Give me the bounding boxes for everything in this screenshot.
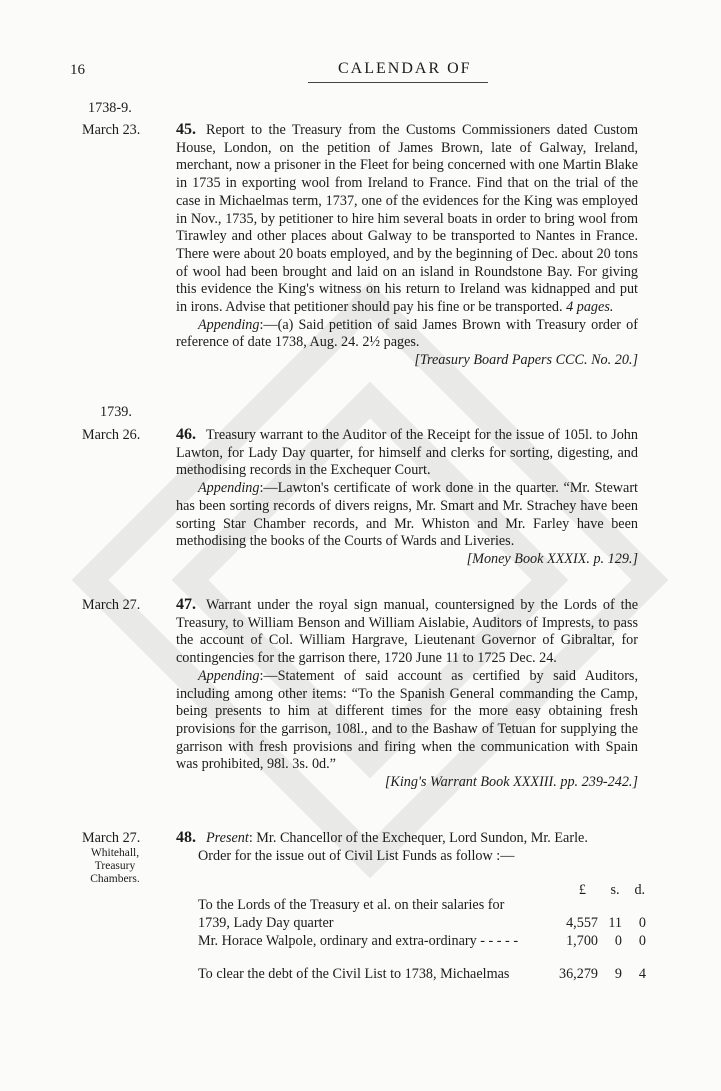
pounds-value: 1,700 — [566, 933, 598, 949]
entry-date: March 27. — [82, 830, 141, 846]
appending-label: Appending — [198, 480, 260, 497]
order-text: Order for the issue out of Civil List Funds as follow :— — [198, 847, 515, 864]
money-row — [198, 897, 646, 932]
entry-number: 45. — [176, 121, 196, 138]
money-row-description: To clear the debt of the Civil List to 1738, Michaelmas — [198, 966, 510, 982]
pence-value: 4 — [638, 966, 646, 982]
entry-number: 46. — [176, 426, 196, 443]
entry-number: 48. — [176, 829, 196, 846]
place-line: Treasury — [94, 860, 136, 872]
present-text: : Mr. Chancellor of the Exchequer, Lord Sundon, Mr. Earle. — [248, 830, 588, 846]
title-rule — [308, 82, 488, 83]
appending-text: :—(a) Said petition of said James Brown with Treasury order of reference of date 1738, Aug. 24. 2½ pages. — [176, 316, 638, 351]
page-number: 16 — [70, 62, 85, 78]
place-line: Whitehall, — [90, 847, 140, 859]
calendar-entry-48 — [176, 829, 638, 865]
source-reference: [Treasury Board Papers CCC. No. 20.] — [414, 352, 638, 369]
calendar-entry-47 — [176, 596, 638, 792]
pounds-value: 4,557 — [566, 914, 598, 931]
year-label: 1738-9. — [88, 100, 132, 116]
appending-text: :—Statement of said account as certified by said Auditors, including among other items: “To the Spanish General commanding the Camp, being presents to him at different times for the more easy obtaining fresh provisions for the garrison, 108l., and to the Bashaw of Tetuan for supplying the garrison with fresh provisions and firing when the communication with Spain was prohibited, 98l. 3s. 0d.” — [176, 667, 638, 773]
year-label: 1739. — [100, 404, 132, 420]
pence-value: 0 — [638, 933, 646, 949]
pence-value: 0 — [638, 914, 646, 931]
shillings-value: 9 — [614, 966, 622, 982]
source-reference: [King's Warrant Book XXXIII. pp. 239-242.] — [384, 774, 638, 791]
pounds-value: 36,279 — [558, 966, 598, 982]
calendar-entry-45 — [176, 121, 638, 370]
place-line: Chambers. — [90, 873, 140, 885]
money-row-description: To the Lords of the Treasury et al. on their salaries for 1739, Lady Day quarter — [198, 897, 505, 931]
pounds-header: £ — [578, 882, 586, 898]
entry-text: Report to the Treasury from the Customs Commissioners dated Custom House, London, on the petition of James Brown, late of Galway, Ireland, merchant, now a prisoner in the Fleet for being concerned with one Martin Blake in 1735 in exporting wool from Ireland to France. Find that on the trial of the case in Michaelmas term, 1737, one of the evidences for the King was employed in Nov., 1735, by petitioner to hire him several boats in order to bring wool from Tirawley and other places about Galway to be transported to Nantes in France. There were about 20 boats employed, and by the beginning of Dec. about 20 tons of wool had been brought and laid on an island in Roundstone Bay. For giving this evidence the King's witness on his return to Ireland was kidnapped and put in irons. Advise that petitioner should pay his fine or be transported. — [176, 122, 638, 316]
shillings-value: 11 — [608, 914, 622, 931]
running-title: CALENDAR OF — [338, 60, 472, 77]
present-label: Present — [206, 830, 249, 846]
entry-date: March 26. — [82, 427, 141, 443]
entry-number: 47. — [176, 596, 196, 613]
entry-pages: 4 pages. — [566, 299, 614, 316]
entry-text: Warrant under the royal sign manual, countersigned by the Lords of the Treasury, to William Benson and William Aislabie, Auditors of Imprests, to pass the account of Col. William Hargrave, Lieutenant Governor of Gibraltar, for contingencies for the garrison there, 1720 June 11 to 1725 Dec. 24. — [176, 597, 638, 667]
calendar-entry-46 — [176, 426, 638, 569]
money-row — [198, 933, 646, 951]
source-reference: [Money Book XXXIX. p. 129.] — [466, 550, 638, 567]
money-row-description: Mr. Horace Walpole, ordinary and extra-ordinary - - - - - — [198, 933, 519, 949]
pence-header: d. — [634, 882, 646, 898]
entry-date: March 27. — [82, 597, 141, 613]
entry-date: March 23. — [82, 122, 141, 138]
money-row — [198, 966, 646, 984]
shillings-header: s. — [610, 882, 620, 898]
appending-label: Appending — [198, 316, 260, 333]
appending-label: Appending — [198, 667, 260, 684]
entry-text: Treasury warrant to the Auditor of the Receipt for the issue of 105l. to John Lawton, for Lady Day quarter, for himself and clerks for sorting, digesting, and methodising records in the Exchequer Court. — [176, 427, 638, 479]
entry-place — [80, 847, 150, 886]
appending-text: :—Lawton's certificate of work done in the quarter. “Mr. Stewart has been sorting records of divers reigns, Mr. Smart and Mr. Strachey have been sorting Star Chamber records, and Mr. Whiston and Mr. Farley have been methodising the books of the Courts of Wards and Liveries. — [176, 480, 638, 550]
shillings-value: 0 — [614, 933, 622, 949]
